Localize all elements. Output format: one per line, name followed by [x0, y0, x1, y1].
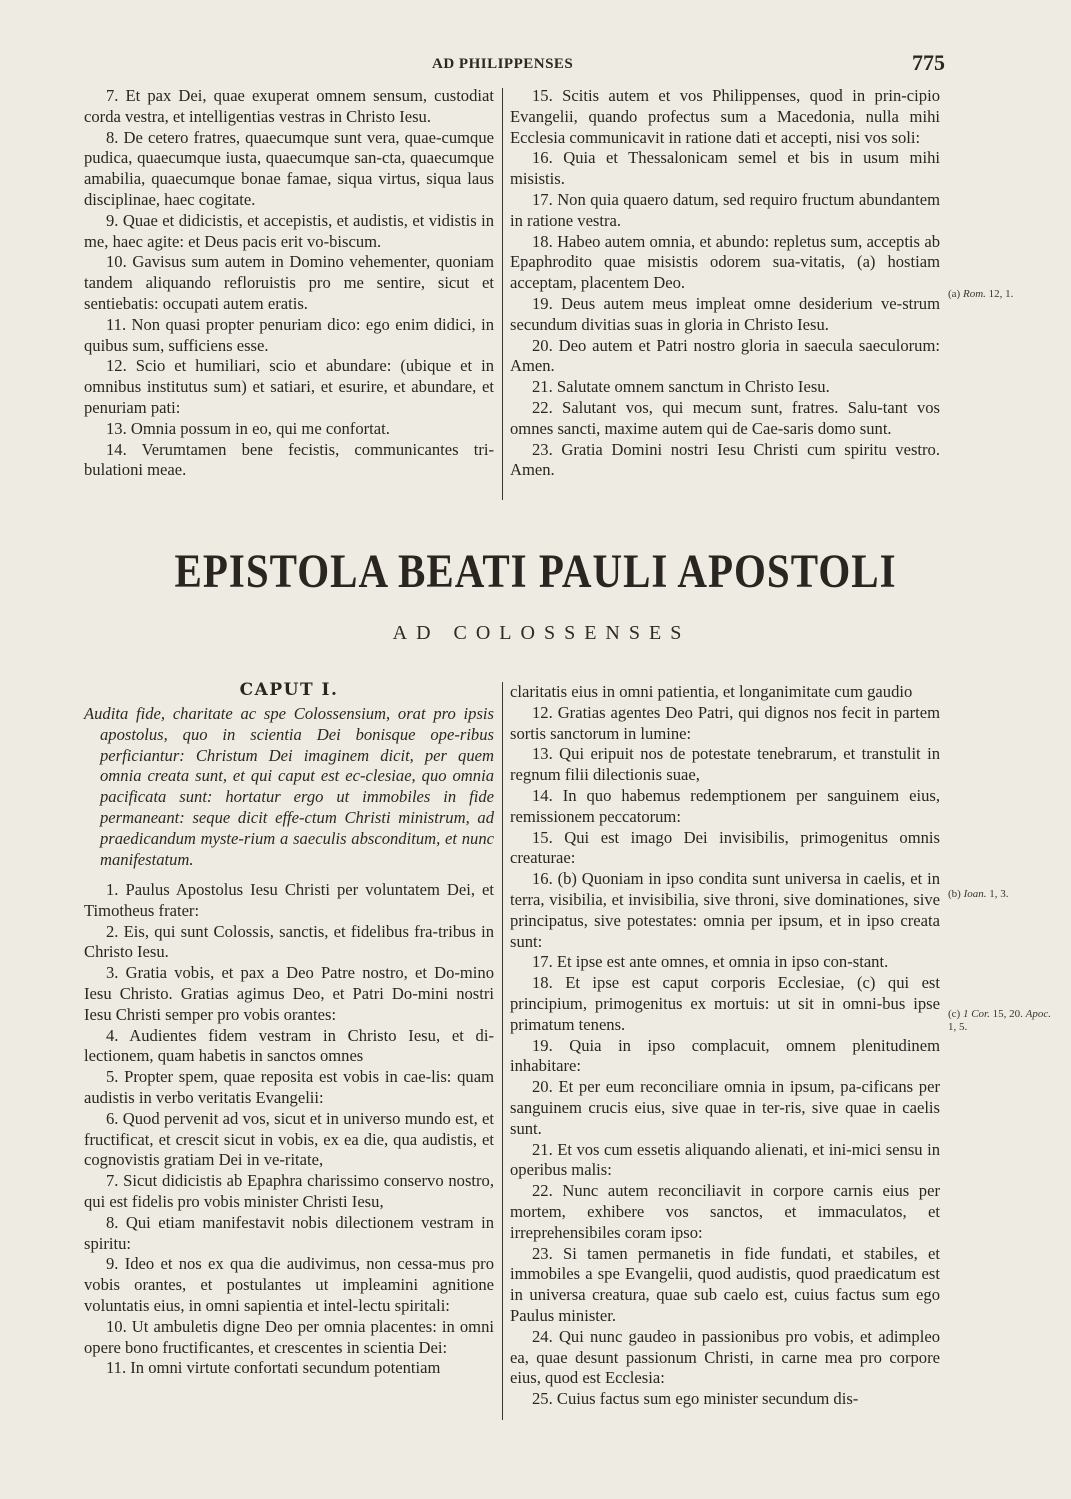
- note-location: 15, 20.: [992, 1008, 1023, 1020]
- note-label: (a): [948, 288, 961, 300]
- verse: 13. Omnia possum in eo, qui me confortat.: [106, 418, 390, 438]
- verse: 1. Paulus Apostolus Iesu Christi per voluntatem Dei, et Timotheus frater:: [84, 880, 494, 920]
- chapter-heading: CAPUT I.: [239, 680, 339, 700]
- verse: 8. De cetero fratres, quaecumque sunt vera, quae-cumque pudica, quaecumque iusta, quaecumque san-cta, quaecumque amabilia, quaecumque bonae famae, siqua virtus, siqua laus disciplinae, haec cogitate.: [84, 127, 494, 209]
- verse: 10. Gavisus sum autem in Domino vehementer, quoniam tandem aliquando refloruistis pro me sentire, sicut et sentiebatis: occupati autem eratis.: [84, 252, 494, 313]
- verse: 16. Quia et Thessalonicam semel et bis in usum mihi misistis.: [510, 148, 940, 189]
- verse: 22. Salutant vos, qui mecum sunt, fratres. Salu-tant vos omnes sancti, maxime autem qui de Cae-saris domo sunt.: [510, 397, 940, 438]
- epistle-subtitle: AD COLOSSENSES: [392, 622, 691, 644]
- running-head: [0, 50, 1071, 80]
- verse: 24. Qui nunc gaudeo in passionibus pro vobis, et adimpleo ea, quae desunt passionum Christi, in carne mea pro corpore eius, quod est Ecclesia:: [510, 1326, 940, 1388]
- verse: 7. Et pax Dei, quae exuperat omnem sensum, custodiat corda vestra, et intelligentias vestras in Christo Iesu.: [84, 86, 494, 126]
- verse: 9. Quae et didicistis, et accepistis, et audistis, et vidistis in me, haec agite: et Deus pacis erit vo-biscum.: [84, 210, 494, 251]
- epistle-title: EPISTOLA BEATI PAULI APOSTOLI: [174, 544, 897, 598]
- page-number: 775: [912, 50, 945, 75]
- verse: 3. Gratia vobis, et pax a Deo Patre nostro, et Do-mino Iesu Christo. Gratias agimus Deo, et Patri Do-mini nostri Iesu Christi semper pro vobis orantes:: [84, 963, 494, 1024]
- verse: 4. Audientes fidem vestram in Christo Iesu, et di-lectionem, quam habetis in sanctos omnes: [84, 1025, 494, 1066]
- verse: 13. Qui eripuit nos de potestate tenebrarum, et transtulit in regnum filii dilectionis suae,: [510, 744, 940, 785]
- verse: 12. Scio et humiliari, scio et abundare: (ubique et in omnibus institutus sum) et satiari, et esurire, et abundare, et penuriam pati:: [84, 356, 494, 417]
- verse: 14. Verumtamen bene fecistis, communicantes tri-bulationi meae.: [84, 439, 494, 480]
- verse: 15. Qui est imago Dei invisibilis, primogenitus omnis creaturae:: [510, 827, 940, 868]
- verse: 19. Deus autem meus impleat omne desiderium ve-strum secundum divitias suas in gloria in Christo Iesu.: [510, 293, 940, 334]
- verse: 5. Propter spem, quae reposita est vobis in cae-lis: quam audistis in verbo veritatis Evangelii:: [84, 1067, 494, 1107]
- chapter-summary: Audita fide, charitate ac spe Colossensium, orat pro ipsis apostolus, quo in scientia Dei bonisque ope-ribus perficiantur: Christum Dei imaginem dicit, per quem omnia creata sunt, et qui caput est ec-clesiae, quo omnia pacificata sunt: hortatur ergo ut immobiles in fide permaneant: seque dicit effe-ctum Christi ministrum, ad praedicandum myste-rium a saeculis absconditum, et nunc manifestatum.: [84, 704, 494, 869]
- note-reference: Ioan.: [963, 888, 987, 900]
- verse: 21. Et vos cum essetis aliquando alienati, et ini-mici sensu in operibus malis:: [510, 1139, 940, 1180]
- philippians-left-column: [84, 86, 494, 481]
- column-divider: [502, 682, 503, 1420]
- note-location: 12, 1.: [988, 288, 1014, 300]
- verse: 23. Si tamen permanetis in fide fundati, et stabiles, et immobiles a spe Evangelii, quod audistis, quod praedicatum est in universa creatura, quae sub caelo est, cuius factus sum ego Paulus minister.: [510, 1243, 940, 1325]
- verse: 10. Ut ambuletis digne Deo per omnia placentes: in omni opere bono fructificantes, et crescentes in scientia Dei:: [84, 1316, 494, 1357]
- colossians-right-column: [510, 682, 940, 1410]
- note-label: (c): [948, 1008, 961, 1020]
- verse-continuation: claritatis eius in omni patientia, et longanimitate cum gaudio: [510, 682, 913, 701]
- philippians-right-column: [510, 86, 940, 481]
- verse: 14. In quo habemus redemptionem per sanguinem eius, remissionem peccatorum:: [510, 785, 940, 826]
- verse: 18. Habeo autem omnia, et abundo: repletus sum, acceptis ab Epaphrodito quae misistis odorem sua-vitatis, (a) hostiam acceptam, placentem Deo.: [510, 231, 940, 293]
- verse: 12. Gratias agentes Deo Patri, qui dignos nos fecit in partem sortis sanctorum in lumine:: [510, 702, 940, 743]
- verse: 6. Quod pervenit ad vos, sicut et in universo mundo est, et fructificat, et crescit sicut in vobis, ex ea die, qua audistis, et cognovistis gratiam Dei in ve-ritate,: [84, 1108, 494, 1170]
- verse: 21. Salutate omnem sanctum in Christo Iesu.: [532, 377, 830, 397]
- note-label: (b): [948, 888, 961, 900]
- verse: 8. Qui etiam manifestavit nobis dilectionem vestram in spiritu:: [84, 1212, 494, 1253]
- verse: 2. Eis, qui sunt Colossis, sanctis, et fidelibus fra-tribus in Christo Iesu.: [84, 921, 494, 962]
- colossians-left-column: [84, 880, 494, 1379]
- marginal-note-c: [948, 1008, 1058, 1034]
- verse: 23. Gratia Domini nostri Iesu Christi cum spiritu vestro. Amen.: [510, 439, 940, 480]
- note-reference: 1 Cor.: [962, 1008, 990, 1020]
- running-title: AD PHILIPPENSES: [432, 56, 574, 72]
- verse: 17. Non quia quaero datum, sed requiro fructum abundantem in ratione vestra.: [510, 189, 940, 230]
- verse: 17. Et ipse est ante omnes, et omnia in ipso con-stant.: [532, 952, 889, 972]
- marginal-note-b: [948, 888, 1058, 901]
- verse: 11. In omni virtute confortati secundum potentiam: [106, 1358, 441, 1378]
- verse: 18. Et ipse est caput corporis Ecclesiae, (c) qui est principium, primogenitus ex mortuis: ut sit in omni-bus ipse primatum tenens.: [510, 973, 940, 1034]
- note-reference: Rom.: [962, 288, 986, 300]
- note-location: 1, 3.: [989, 888, 1009, 900]
- marginal-note-a: [948, 288, 1058, 301]
- verse: 16. (b) Quoniam in ipso condita sunt universa in caelis, et in terra, visibilia, et invisibilia, sive throni, sive dominationes, sive principatus, sive potestates: omnia per ipsum, et in ipso creata sunt:: [510, 869, 940, 951]
- verse: 20. Et per eum reconciliare omnia in ipsum, pa-cificans per sanguinem crucis eius, sive quae in ter-ris, sive quae in caelis sunt.: [510, 1077, 940, 1138]
- verse: 15. Scitis autem et vos Philippenses, quod in prin-cipio Evangelii, quando profectus sum a Macedonia, nulla mihi Ecclesia communicavit in ratione dati et accepti, nisi vos soli:: [510, 86, 940, 147]
- note-location: 1, 5.: [948, 1021, 968, 1033]
- verse: 11. Non quasi propter penuriam dico: ego enim didici, in quibus sum, sufficiens esse.: [84, 314, 494, 355]
- verse: 9. Ideo et nos ex qua die audivimus, non cessa-mus pro vobis orantes, et postulantes ut impleamini agnitione voluntatis eius, in omni sapientia et intel-lectu spiritali:: [84, 1254, 494, 1315]
- note-reference: Apoc.: [1025, 1008, 1051, 1020]
- verse: 20. Deo autem et Patri nostro gloria in saecula saeculorum: Amen.: [510, 335, 940, 376]
- verse: 22. Nunc autem reconciliavit in corpore carnis eius per mortem, exhibere vos sanctos, et immaculatos, et irreprehensibiles coram ipso:: [510, 1181, 940, 1242]
- verse: 25. Cuius factus sum ego minister secundum dis-: [532, 1389, 859, 1409]
- verse: 7. Sicut didicistis ab Epaphra charissimo conservo nostro, qui est fidelis pro vobis minister Christi Iesu,: [84, 1171, 494, 1211]
- verse: 19. Quia in ipso complacuit, omnem plenitudinem inhabitare:: [510, 1035, 940, 1076]
- column-divider: [502, 88, 503, 500]
